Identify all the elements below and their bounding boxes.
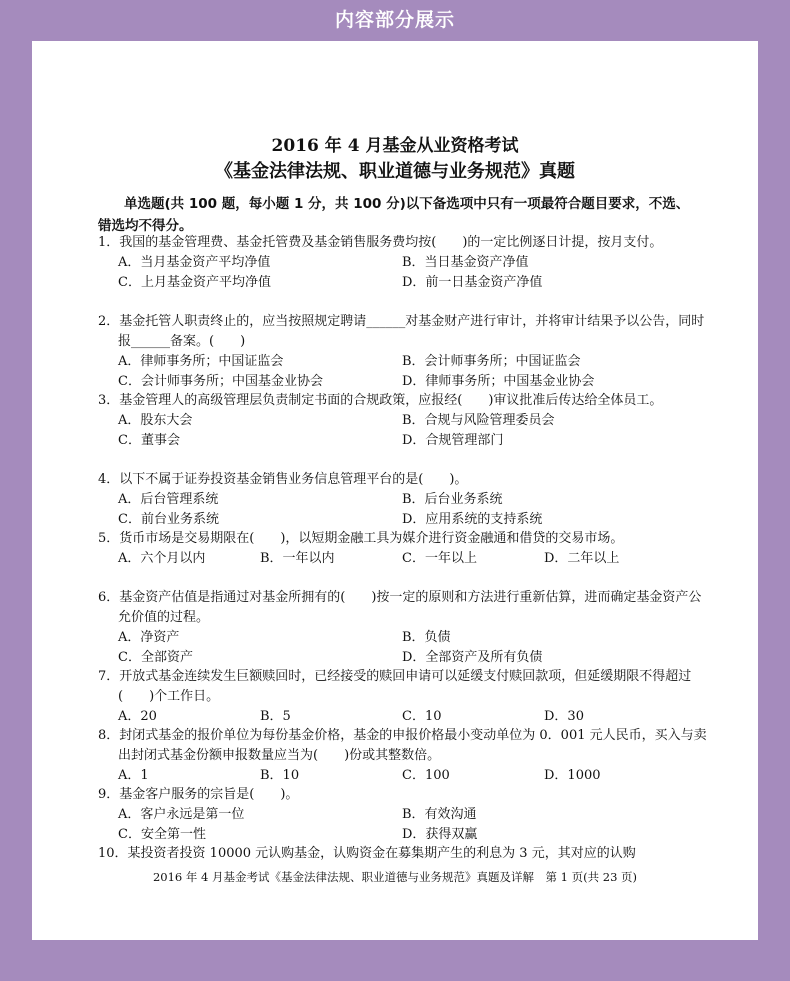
option-b: B．一年以内	[260, 551, 335, 566]
option-c: C．10	[402, 709, 442, 724]
option-a: A．后台管理系统	[118, 492, 219, 507]
option-a: A．当月基金资产平均净值	[118, 255, 271, 270]
option-a: A．股东大会	[118, 413, 193, 428]
question-stem: 10．某投资者投资 10000 元认购基金，认购资金在募集期产生的利息为 3 元，其对应的认购	[98, 846, 636, 861]
option-c: C．全部资产	[118, 650, 193, 665]
banner-title: 内容部分展示	[334, 9, 455, 31]
option-d: D．1000	[544, 768, 601, 783]
option-b: B．10	[260, 768, 300, 783]
option-a: A．客户永远是第一位	[118, 807, 245, 822]
option-a: A．六个月以内	[118, 551, 206, 566]
question-2	[98, 312, 708, 392]
question-1	[98, 233, 708, 293]
option-a: A．净资产	[118, 630, 180, 645]
instructions: 单选题(共 100 题，每小题 1 分，共 100 分)以下备选项中只有一项最符合题目要求，不选、错选均不得分。	[98, 196, 690, 234]
option-b: B．5	[260, 709, 291, 724]
question-7	[98, 667, 708, 727]
options-row	[98, 549, 708, 569]
options-row	[98, 648, 708, 668]
document-page	[32, 41, 758, 940]
question-3	[98, 391, 708, 451]
option-b: B．后台业务系统	[402, 492, 503, 507]
options-row	[98, 805, 708, 825]
question-5	[98, 529, 708, 569]
option-a: A．律师事务所；中国证监会	[118, 354, 284, 369]
option-c: C．前台业务系统	[118, 512, 219, 527]
question-8	[98, 726, 708, 786]
options-row	[98, 253, 708, 273]
options-row	[98, 490, 708, 510]
question-4	[98, 470, 708, 530]
option-b: B．合规与风险管理委员会	[402, 413, 555, 428]
question-6	[98, 588, 708, 668]
option-b: B．有效沟通	[402, 807, 477, 822]
option-a: A．1	[118, 768, 149, 783]
option-b: B．当日基金资产净值	[402, 255, 529, 270]
options-row	[98, 628, 708, 648]
question-10	[98, 844, 708, 864]
question-stem: 3．基金管理人的高级管理层负责制定书面的合规政策，应报经( )审议批准后传达给全体员工。	[98, 393, 663, 408]
option-d: D．前一日基金资产净值	[402, 275, 543, 290]
option-b: B．会计师事务所；中国证监会	[402, 354, 581, 369]
question-stem: 2．基金托管人职责终止的，应当按照规定聘请______对基金财产进行审计，并将审计结果予以公告，同时报______备案。( )	[98, 314, 705, 349]
options-row	[98, 825, 708, 845]
option-d: D．全部资产及所有负债	[402, 650, 543, 665]
question-stem: 9．基金客户服务的宗旨是( )。	[98, 787, 299, 802]
exam-title: 2016 年 4 月基金从业资格考试	[271, 136, 519, 156]
options-row	[98, 372, 708, 392]
option-a: A．20	[118, 709, 157, 724]
option-d: D．律师事务所；中国基金业协会	[402, 374, 595, 389]
option-d: D．获得双赢	[402, 827, 478, 842]
question-stem: 4．以下不属于证券投资基金销售业务信息管理平台的是( )。	[98, 472, 468, 487]
question-stem: 7．开放式基金连续发生巨额赎回时，已经接受的赎回申请可以延缓支付赎回款项，但延缓期限不得超过( )个工作日。	[98, 669, 692, 704]
option-c: C．一年以上	[402, 551, 477, 566]
options-row	[98, 273, 708, 293]
option-c: C．董事会	[118, 433, 180, 448]
question-9	[98, 785, 708, 845]
options-row	[98, 431, 708, 451]
exam-subtitle: 《基金法律法规、职业道德与业务规范》真题	[215, 161, 575, 182]
question-stem: 6．基金资产估值是指通过对基金所拥有的( )按一定的原则和方法进行重新估算，进而确定基金资产公允价值的过程。	[98, 590, 702, 625]
options-row	[98, 707, 708, 727]
option-d: D．合规管理部门	[402, 433, 504, 448]
question-stem: 1．我国的基金管理费、基金托管费及基金销售服务费均按( )的一定比例逐日计提，按月支付。	[98, 235, 663, 250]
options-row	[98, 352, 708, 372]
option-d: D．30	[544, 709, 584, 724]
options-row	[98, 766, 708, 786]
option-c: C．100	[402, 768, 450, 783]
question-stem: 5．货币市场是交易期限在( )，以短期金融工具为媒介进行资金融通和借贷的交易市场。	[98, 531, 624, 546]
option-b: B．负债	[402, 630, 451, 645]
option-c: C．上月基金资产平均净值	[118, 275, 271, 290]
page-footer: 2016 年 4 月基金考试《基金法律法规、职业道德与业务规范》真题及详解 第 1 页(共 23 页)	[152, 870, 638, 884]
question-stem: 8．封闭式基金的报价单位为每份基金价格，基金的申报价格最小变动单位为 0．001 元人民币，买入与卖出封闭式基金份额申报数量应当为( )份或其整数倍。	[98, 728, 707, 763]
option-d: D．二年以上	[544, 551, 620, 566]
options-row	[98, 510, 708, 530]
option-d: D．应用系统的支持系统	[402, 512, 543, 527]
option-c: C．会计师事务所；中国基金业协会	[118, 374, 323, 389]
options-row	[98, 411, 708, 431]
option-c: C．安全第一性	[118, 827, 206, 842]
